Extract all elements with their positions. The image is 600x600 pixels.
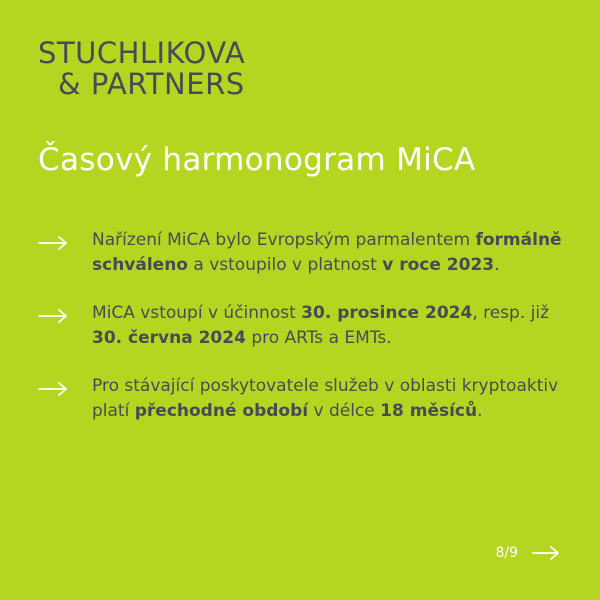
arrow-right-icon — [38, 309, 68, 323]
arrow-right-icon — [38, 382, 68, 396]
brand-name-line1: STUCHLIKOVA — [38, 36, 246, 70]
list-item-text: MiCA vstoupí v účinnost 30. prosince 2024, resp. již 30. června 2024 pro ARTs a EMTs. — [92, 303, 550, 348]
list-item-text: Pro stávající poskytovatele služeb v oblasti kryptoaktiv platí přechodné období v délce 18 měsíců. — [92, 376, 559, 421]
list-item — [38, 374, 568, 424]
brand-logo — [38, 38, 245, 100]
page-title: Časový harmonogram MiCA — [38, 142, 476, 178]
list-item — [38, 301, 568, 351]
brand-name-line2: & PARTNERS — [58, 67, 245, 101]
arrow-right-icon — [38, 236, 68, 250]
list-item — [38, 228, 568, 278]
pagination — [495, 545, 560, 561]
page-indicator: 8/9 — [495, 545, 518, 561]
list-item-text: Nařízení MiCA bylo Evropským parmalentem formálně schváleno a vstoupilo v platnost v roce 2023. — [92, 230, 562, 275]
next-page-arrow-icon[interactable] — [532, 546, 560, 560]
timeline-list — [38, 228, 568, 447]
